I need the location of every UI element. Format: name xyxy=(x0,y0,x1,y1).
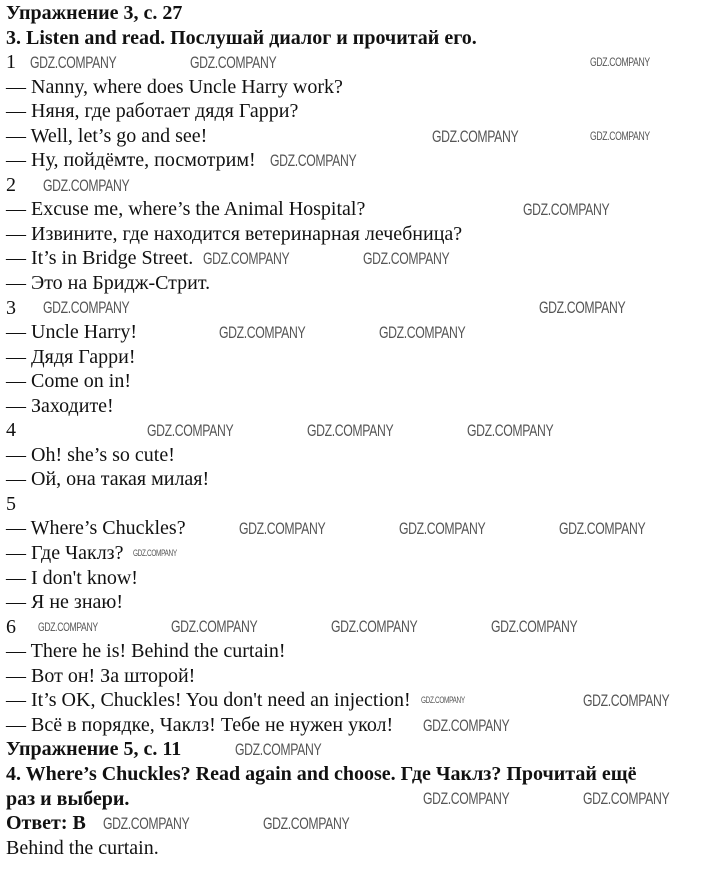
text-line: 5 xyxy=(6,492,16,515)
text-line: — Excuse me, where’s the Animal Hospital? xyxy=(6,198,366,221)
watermark-text: GDZ.COMPANY xyxy=(103,813,190,833)
watermark-text: GDZ.COMPANY xyxy=(363,249,450,269)
watermark-text: GDZ.COMPANY xyxy=(171,617,258,637)
watermark-text: GDZ.COMPANY xyxy=(420,695,465,706)
watermark-text: GDZ.COMPANY xyxy=(43,298,130,318)
text-line: 4 xyxy=(6,419,16,442)
text-line: — Это на Бридж-Стрит. xyxy=(6,272,211,295)
watermark-text: GDZ.COMPANY xyxy=(559,519,646,539)
text-line: — Where’s Chuckles? xyxy=(6,517,186,540)
heading-line: Упражнение 5, с. 11 xyxy=(6,738,182,761)
watermark-text: GDZ.COMPANY xyxy=(583,789,670,809)
text-line: Behind the curtain. xyxy=(6,836,159,859)
text-line: — Nanny, where does Uncle Harry work? xyxy=(6,75,343,98)
watermark-text: GDZ.COMPANY xyxy=(133,547,178,558)
watermark-text: GDZ.COMPANY xyxy=(467,421,554,441)
watermark-text: GDZ.COMPANY xyxy=(379,322,466,342)
watermark-text: GDZ.COMPANY xyxy=(235,740,322,760)
text-line: — Uncle Harry! xyxy=(6,321,138,344)
heading-line: 3. Listen and read. Послушай диалог и прочитай его. xyxy=(6,26,477,49)
watermark-text: GDZ.COMPANY xyxy=(147,421,234,441)
text-line: — Няня, где работает дядя Гарри? xyxy=(6,100,299,123)
text-line: — Заходите! xyxy=(6,394,114,417)
watermark-text: GDZ.COMPANY xyxy=(203,249,290,269)
text-line: — There he is! Behind the curtain! xyxy=(6,640,286,663)
text-line: — I don't know! xyxy=(6,566,138,589)
watermark-text: GDZ.COMPANY xyxy=(219,322,306,342)
watermark-text: GDZ.COMPANY xyxy=(263,813,350,833)
text-line: — It’s OK, Chuckles! You don't need an injection! xyxy=(6,689,411,712)
watermark-text: GDZ.COMPANY xyxy=(423,715,510,735)
watermark-text: GDZ.COMPANY xyxy=(423,789,510,809)
watermark-text: GDZ.COMPANY xyxy=(590,129,650,143)
watermark-text: GDZ.COMPANY xyxy=(30,52,117,72)
text-line: — Ой, она такая милая! xyxy=(6,468,210,491)
text-line: — Всё в порядке, Чаклз! Тебе не нужен укол! xyxy=(6,713,394,736)
watermark-text: GDZ.COMPANY xyxy=(190,52,277,72)
text-line: — Извините, где находится ветеринарная лечебница? xyxy=(6,222,463,245)
text-line: — Где Чаклз? xyxy=(6,542,124,565)
text-line: 1 xyxy=(6,51,16,74)
text-line: — Come on in! xyxy=(6,370,131,393)
watermark-text: GDZ.COMPANY xyxy=(239,519,326,539)
heading-line: Ответ: B xyxy=(6,812,86,835)
watermark-text: GDZ.COMPANY xyxy=(491,617,578,637)
text-line: — Дядя Гарри! xyxy=(6,345,136,368)
text-line: — Well, let’s go and see! xyxy=(6,124,208,147)
watermark-text: GDZ.COMPANY xyxy=(523,200,610,220)
text-line: 6 xyxy=(6,615,16,638)
watermark-text: GDZ.COMPANY xyxy=(307,421,394,441)
heading-line: Упражнение 3, с. 27 xyxy=(6,2,183,24)
heading-line: 4. Where’s Chuckles? Read again and choose. Где Чаклз? Прочитай ещё xyxy=(6,762,637,785)
watermark-text: GDZ.COMPANY xyxy=(331,617,418,637)
watermark-text: GDZ.COMPANY xyxy=(583,691,670,711)
heading-line: раз и выбери. xyxy=(6,787,130,810)
watermark-text: GDZ.COMPANY xyxy=(38,619,98,634)
text-line: — It’s in Bridge Street. xyxy=(6,247,194,270)
text-line: — Я не знаю! xyxy=(6,591,124,614)
watermark-text: GDZ.COMPANY xyxy=(43,175,130,195)
text-line: — Ну, пойдёмте, посмотрим! xyxy=(6,149,256,172)
text-line: 3 xyxy=(6,296,16,319)
watermark-text: GDZ.COMPANY xyxy=(539,298,626,318)
text-line: 2 xyxy=(6,173,16,196)
watermark-text: GDZ.COMPANY xyxy=(399,519,486,539)
text-line: — Вот он! За шторой! xyxy=(6,664,196,687)
watermark-text: GDZ.COMPANY xyxy=(590,55,650,70)
text-line: — Oh! she’s so cute! xyxy=(6,443,175,466)
watermark-text: GDZ.COMPANY xyxy=(432,126,519,146)
watermark-text: GDZ.COMPANY xyxy=(270,151,357,171)
